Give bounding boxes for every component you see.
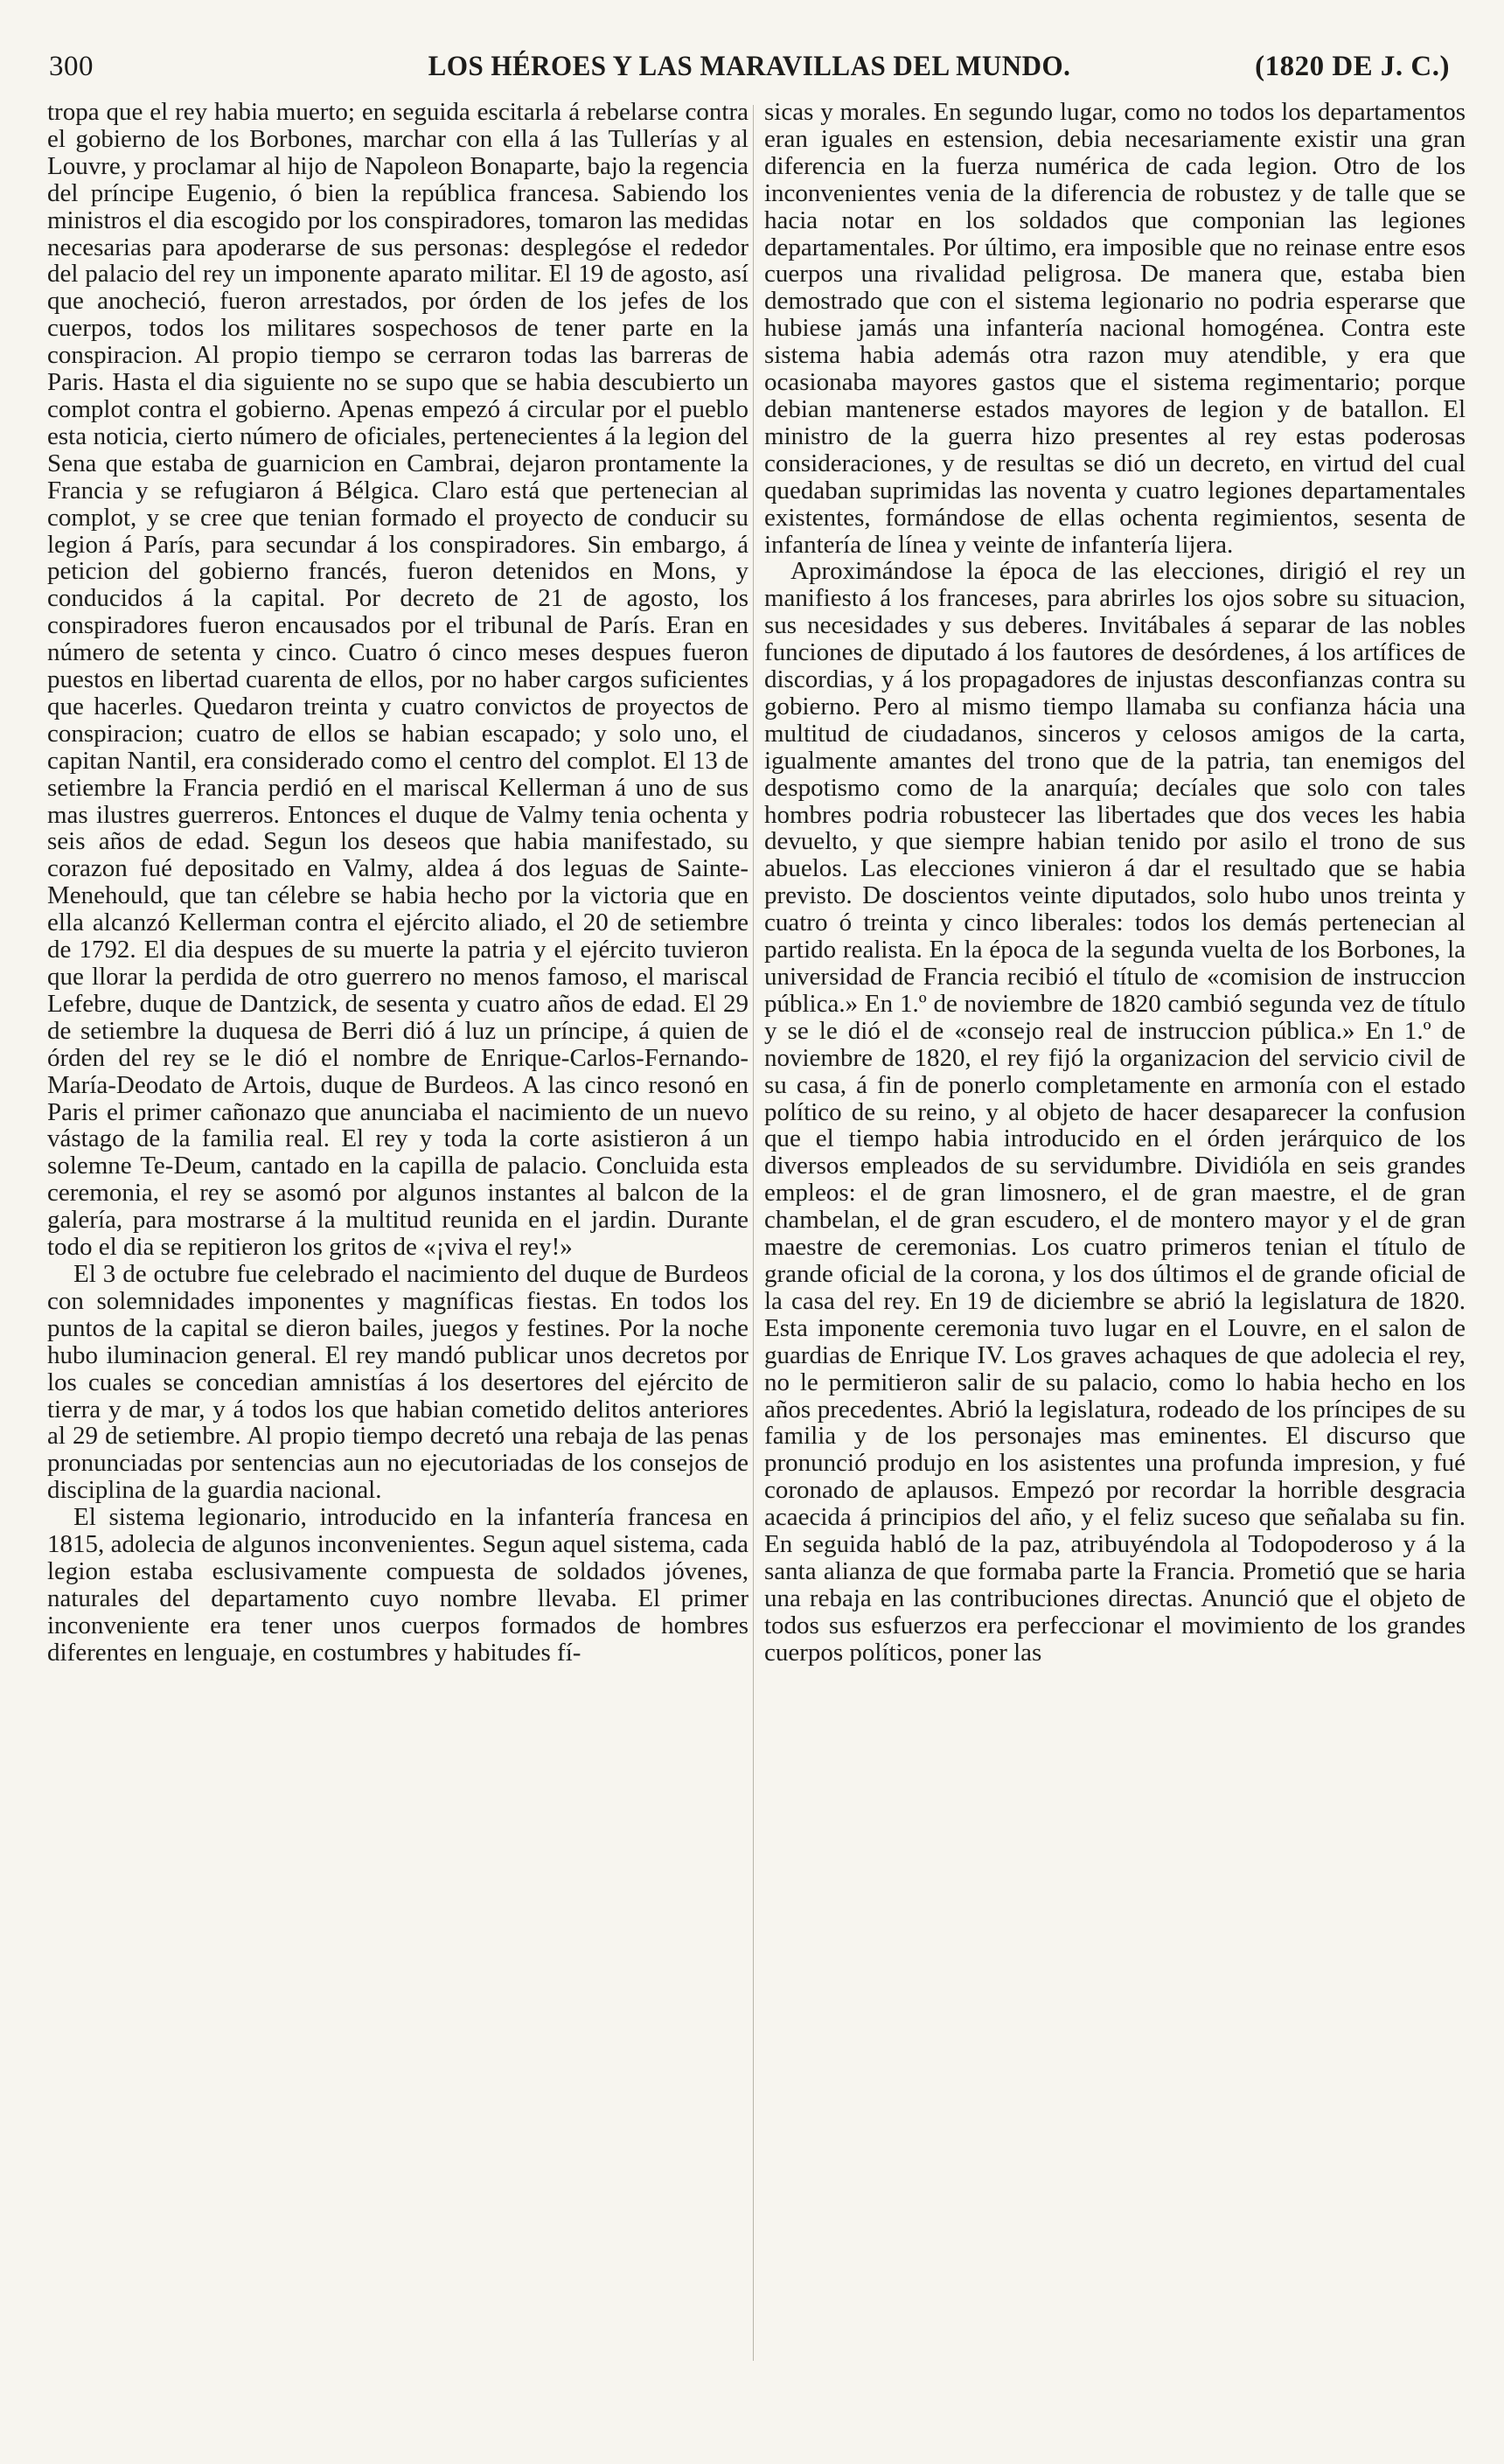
paragraph: tropa que el rey habia muerto; en seguida escitarla á rebelarse contra el gobierno de los Borbones, marchar con ella á las Tullerías y al Louvre, y proclamar al hijo de Napoleon Bonaparte, bajo la regencia del príncipe Eugenio, ó bien la república francesa. Sabiendo los ministros el dia escogido por los conspiradores, tomaron las medidas necesarias para apoderarse de sus personas: desplegóse el rededor del palacio del rey un imponente aparato militar. El 19 de agosto, así que anocheció, fueron arrestados, por órden de los jefes de los cuerpos, todos los militares sospechosos de tener parte en la conspiracion. Al propio tiempo se cerraron todas las barreras de Paris. Hasta el dia siguiente no se supo que se habia descubierto un complot contra el gobierno. Apenas empezó á circular por el pueblo esta noticia, cierto número de oficiales, pertenecientes á la legion del Sena que estaba de guarnicion en Cambrai, dejaron prontamente la Francia y se refugiaron á Bélgica. Claro está que pertenecian al complot, y se cree que tenian formado el proyecto de conducir su legion á París, para secundar á los conspiradores. Sin embargo, á peticion del gobierno francés, fueron detenidos en Mons, y conducidos á la capital. Por decreto de 21 de agosto, los conspiradores fueron encausados por el tribunal de París. Eran en número de setenta y cinco. Cuatro ó cinco meses despues fueron puestos en libertad cuarenta de ellos, por no haber cargos suficientes que hacerles. Quedaron treinta y cuatro convictos de proyectos de conspiracion; cuatro de ellos se habian escapado; y solo uno, el capitan Nantil, era considerado como el centro del complot. El 13 de setiembre la Francia perdió en el mariscal Kellerman á uno de sus mas ilustres guerreros. Entonces el duque de Valmy tenia ochenta y seis años de edad. Segun los deseos que habia manifestado, su corazon fué depositado en Valmy, aldea á dos leguas de Sainte-Menehould, que tan célebre se habia hecho por la victoria que en ella alcanzó Kellerman contra el ejército aliado, el 20 de setiembre de 1792. El dia despues de su muerte la patria y el ejército tuvieron que llorar la perdida de otro guerrero no menos famoso, el mariscal Lefebre, duque de Dantzick, de sesenta y cuatro años de edad. El 29 de setiembre la duquesa de Berri dió á luz un príncipe, á quien de órden del rey se le dió el nombre de Enrique-Carlos-Fernando-María-Deodato de Artois, duque de Burdeos. A las cinco resonó en Paris el primer cañonazo que anunciaba el nacimiento de un nuevo vástago de la familia real. El rey y toda la corte asistieron á un solemne Te-Deum, cantado en la capilla de palacio. Concluida esta ceremonia, el rey se asomó por algunos instantes al balcon de la galería, para mostrarse á la multitud reunida en el jardin. Durante todo el dia se repitieron los gritos de «¡viva el rey!» <box>47 98 749 1262</box>
paragraph: El 3 de octubre fue celebrado el nacimiento del duque de Burdeos con solemnidades imponentes y magníficas fiestas. En todos los puntos de la capital se dieron bailes, juegos y festines. Por la noche hubo iluminacion general. El rey mandó publicar unos decretos por los cuales se concedian amnistías á los desertores del ejército de tierra y de mar, y á todos los que habian cometido delitos anteriores al 29 de setiembre. Al propio tiempo decretó una rebaja de las penas pronunciadas por sentencias aun no ejecutoriadas de los consejos de disciplina de la guardia nacional. <box>47 1259 749 1505</box>
left-column <box>47 99 749 1667</box>
date-range: (1820 DE J. C.) <box>1255 51 1450 82</box>
paragraph: El sistema legionario, introducido en la infantería francesa en 1815, adolecia de algunos inconvenientes. Segun aquel sistema, cada legion estaba esclusivamente compuesta de soldados jóvenes, naturales del departamento cuyo nombre llevaba. El primer inconveniente era tener unos cuerpos formados de hombres diferentes en lenguaje, en costumbres y habitudes fí- <box>47 1503 749 1667</box>
running-title: LOS HÉROES Y LAS MARAVILLAS DEL MUNDO. <box>428 51 1071 82</box>
paragraph: Aproximándose la época de las elecciones, dirigió el rey un manifiesto á los franceses, para abrirles los ojos sobre su situacion, sus necesidades y sus deberes. Invitábales á separar de las nobles funciones de diputado á los fautores de desórdenes, á los artífices de discordias, y á los propagadores de injustas desconfianzas contra su gobierno. Pero al mismo tiempo llamaba su confianza hácia una multitud de ciudadanos, sinceros y celosos amigos de la carta, igualmente amantes del trono que de la patria, tan enemigos del despotismo como de la anarquía; decíales que solo con tales hombres podria robustecer las libertades que dos veces les habia devuelto, y que siempre habian tenido por asilo el trono de sus abuelos. Las elecciones vinieron á dar el resultado que se habia previsto. De doscientos veinte diputados, solo hubo unos treinta y cuatro ó treinta y cinco liberales: todos los demás pertenecian al partido realista. En la época de la segunda vuelta de los Borbones, la universidad de Francia recibió el título de «comision de instruccion pública.» En 1.º de noviembre de 1820 cambió segunda vez de título y se le dió el de «consejo real de instruccion pública.» En 1.º de noviembre de 1820, el rey fijó la organizacion del servicio civil de su casa, á fin de ponerlo completamente en armonía con el estado político de su reino, y al objeto de hacer desaparecer la confusion que el tiempo habia introducido en el órden jerárquico de los diversos empleados de su servidumbre. Dividióla en seis grandes empleos: el de gran limosnero, el de gran maestre, el de gran chambelan, el de gran escudero, el de montero mayor y el de gran maestre de ceremonias. Los cuatro primeros tenian el título de grande oficial de la corona, y los dos últimos el de grande oficial de la casa del rey. En 19 de diciembre se abrió la legislatura de 1820. Esta imponente ceremonia tuvo lugar en el Louvre, en el salon de guardias de Enrique IV. Los graves achaques de que adolecia el rey, no le permitieron salir de su palacio, como lo habia hecho en los años precedentes. Abrió la legislatura, rodeado de los príncipes de su familia y de los personajes mas eminentes. El discurso que pronunció produjo en los asistentes una profunda impresion, y fué coronado de aplausos. Empezó por recordar la horrible desgracia acaecida á principios del año, y el feliz suceso que señalaba su fin. En seguida habló de la paz, atribuyéndola al Todopoderoso y á la santa alianza de que formaba parte la Francia. Prometió que se haria una rebaja en las contribuciones directas. Anunció que el objeto de todos sus esfuerzos era perfeccionar el movimiento de los grandes cuerpos políticos, poner las <box>764 557 1466 1667</box>
page-header <box>49 51 1450 91</box>
right-column <box>764 99 1466 1667</box>
page-number: 300 <box>49 51 94 82</box>
column-divider <box>753 105 754 2361</box>
paragraph: sicas y morales. En segundo lugar, como no todos los departamentos eran iguales en estension, debia necesariamente existir una gran diferencia en la fuerza numérica de cada legion. Otro de los inconvenientes venia de la diferencia de robustez y de talle que se hacia notar en los soldados que componian las legiones departamentales. Por último, era imposible que no reinase entre esos cuerpos una rivalidad peligrosa. De manera que, estaba bien demostrado que con el sistema legionario no podria esperarse que hubiese jamás una infantería nacional homogénea. Contra este sistema habia además otra razon muy atendible, y era que ocasionaba mayores gastos que el sistema regimentario; porque debian mantenerse estados mayores de legion y de batallon. El ministro de la guerra hizo presentes al rey estas poderosas consideraciones, y de resultas se dió un decreto, en virtud del cual quedaban suprimidas las noventa y cuatro legiones departamentales existentes, formándose de ellas ochenta regimientos, sesenta de infantería de línea y veinte de infantería lijera. <box>764 98 1466 559</box>
